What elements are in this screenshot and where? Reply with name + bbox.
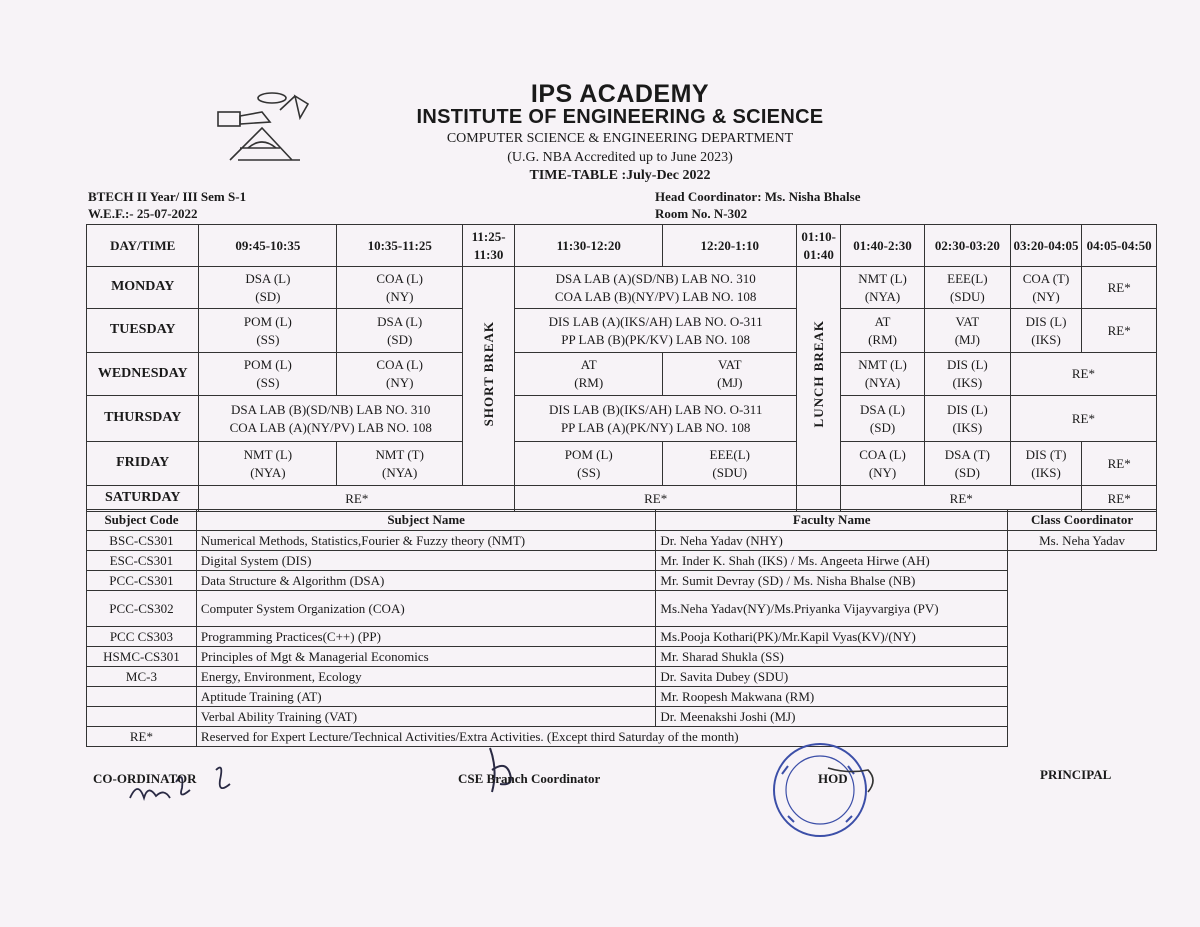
class-cell: POM (L) (SS) <box>199 353 337 396</box>
header-slot: 04:05-04:50 <box>1082 225 1157 267</box>
department-name: COMPUTER SCIENCE & ENGINEERING DEPARTMENT <box>446 131 794 146</box>
class-cell: COA (L) (NY) <box>841 442 925 486</box>
table-row <box>87 353 1157 396</box>
subject-name: Data Structure & Algorithm (DSA) <box>196 571 655 591</box>
subject-code: PCC-CS301 <box>87 571 197 591</box>
class-cell: POM (L) (SS) <box>199 309 337 353</box>
subject-name: Principles of Mgt & Managerial Economics <box>196 647 655 667</box>
header-daytime: DAY/TIME <box>87 225 199 267</box>
lunch-break-cell: LUNCH BREAK <box>797 267 841 486</box>
subject-header-row <box>87 510 1157 531</box>
wef-date: W.E.F.:- 25-07-2022 <box>88 206 198 221</box>
reserved-cell: RE* <box>1010 396 1156 442</box>
table-row <box>87 647 1157 667</box>
class-cell: DSA (L) (SD) <box>337 309 463 353</box>
class-cell: NMT (L) (NYA) <box>199 442 337 486</box>
class-cell: DIS (L) (IKS) <box>1010 309 1082 353</box>
department-seal-icon <box>768 740 890 840</box>
header-slot: 02:30-03:20 <box>924 225 1010 267</box>
lab-cell: DSA LAB (B)(SD/NB) LAB NO. 310 COA LAB (A)(NY/PV) LAB NO. 108 <box>199 396 463 442</box>
faculty-name: Ms.Pooja Kothari(PK)/Mr.Kapil Vyas(KV)/(NY) <box>656 627 1008 647</box>
reserved-cell: RE* <box>1082 267 1157 309</box>
class-cell: AT (RM) <box>515 353 663 396</box>
table-row <box>87 687 1157 707</box>
faculty-name: Mr. Roopesh Makwana (RM) <box>656 687 1008 707</box>
empty-cell <box>1008 551 1157 747</box>
table-row <box>87 531 1157 551</box>
faculty-name: Dr. Meenakshi Joshi (MJ) <box>656 707 1008 727</box>
faculty-name: Mr. Sumit Devray (SD) / Ms. Nisha Bhalse (NB) <box>656 571 1008 591</box>
subject-code: MC-3 <box>87 667 197 687</box>
lab-cell: DSA LAB (A)(SD/NB) LAB NO. 310 COA LAB (B)(NY/PV) LAB NO. 108 <box>515 267 797 309</box>
class-cell: VAT (MJ) <box>663 353 797 396</box>
header-slot: 11:30-12:20 <box>515 225 663 267</box>
subject-code: BSC-CS301 <box>87 531 197 551</box>
faculty-name: Mr. Sharad Shukla (SS) <box>656 647 1008 667</box>
class-coordinator-name: Ms. Neha Yadav <box>1008 531 1157 551</box>
subject-code <box>87 687 197 707</box>
day-label: FRIDAY <box>87 442 199 486</box>
day-label: TUESDAY <box>87 309 199 353</box>
day-label: MONDAY <box>87 267 199 309</box>
table-row <box>87 571 1157 591</box>
subject-name: Digital System (DIS) <box>196 551 655 571</box>
head-coordinator: Head Coordinator: Ms. Nisha Bhalse <box>655 189 861 204</box>
reserved-cell: RE* <box>1010 353 1156 396</box>
branch-coordinator-signature-icon <box>470 740 530 800</box>
coordinator-label: CO-ORDINATOR <box>93 771 197 786</box>
timetable-title: TIME-TABLE :July-Dec 2022 <box>529 168 711 183</box>
class-label: BTECH II Year/ III Sem S-1 <box>88 189 247 204</box>
header-subject-name: Subject Name <box>196 510 655 531</box>
table-row <box>87 591 1157 627</box>
faculty-name: Mr. Inder K. Shah (IKS) / Ms. Angeeta Hirwe (AH) <box>656 551 1008 571</box>
class-cell: COA (L) (NY) <box>337 267 463 309</box>
reserved-note: Reserved for Expert Lecture/Technical Activities/Extra Activities. (Except third Saturday of the month) <box>196 727 1007 747</box>
subject-code: RE* <box>87 727 197 747</box>
header-subject-code: Subject Code <box>87 510 197 531</box>
class-cell: EEE(L) (SDU) <box>663 442 797 486</box>
subject-code: HSMC-CS301 <box>87 647 197 667</box>
reserved-cell: RE* <box>1082 486 1157 512</box>
class-cell: COA (L) (NY) <box>337 353 463 396</box>
class-cell: DSA (L) (SD) <box>841 396 925 442</box>
subject-name: Energy, Environment, Ecology <box>196 667 655 687</box>
timetable-grid <box>86 224 1157 512</box>
room-number: Room No. N-302 <box>655 206 748 221</box>
lab-cell: DIS LAB (B)(IKS/AH) LAB NO. O-311 PP LAB (A)(PK/NY) LAB NO. 108 <box>515 396 797 442</box>
short-break-cell: SHORT BREAK <box>463 267 515 486</box>
subject-name: Numerical Methods, Statistics,Fourier & Fuzzy theory (NMT) <box>196 531 655 551</box>
header-break: 11:25-11:30 <box>463 225 515 267</box>
header-slot: 12:20-1:10 <box>663 225 797 267</box>
faculty-name: Dr. Neha Yadav (NHY) <box>656 531 1008 551</box>
accreditation-note: (U.G. NBA Accredited up to June 2023) <box>507 150 733 165</box>
subject-code: PCC CS303 <box>87 627 197 647</box>
day-label: THURSDAY <box>87 396 199 442</box>
header-faculty-name: Faculty Name <box>656 510 1008 531</box>
table-row <box>87 627 1157 647</box>
header-class-coordinator: Class Coordinator <box>1008 510 1157 531</box>
subject-name: Computer System Organization (COA) <box>196 591 655 627</box>
lab-cell: DIS LAB (A)(IKS/AH) LAB NO. O-311 PP LAB (B)(PK/KV) LAB NO. 108 <box>515 309 797 353</box>
class-cell: DSA (T) (SD) <box>924 442 1010 486</box>
subject-name: Programming Practices(C++) (PP) <box>196 627 655 647</box>
reserved-cell: RE* <box>199 486 515 512</box>
class-cell: NMT (L) (NYA) <box>841 353 925 396</box>
class-cell: VAT (MJ) <box>924 309 1010 353</box>
subject-code <box>87 707 197 727</box>
principal-label: PRINCIPAL <box>1040 767 1112 782</box>
table-row <box>87 551 1157 571</box>
class-cell: NMT (T) (NYA) <box>337 442 463 486</box>
empty-cell <box>797 486 841 512</box>
table-row <box>87 309 1157 353</box>
subject-code: ESC-CS301 <box>87 551 197 571</box>
reserved-cell: RE* <box>1082 309 1157 353</box>
header-slot: 10:35-11:25 <box>337 225 463 267</box>
class-cell: EEE(L) (SDU) <box>924 267 1010 309</box>
table-row <box>87 667 1157 687</box>
faculty-name: Ms.Neha Yadav(NY)/Ms.Priyanka Vijayvargiya (PV) <box>656 591 1008 627</box>
header-slot: 09:45-10:35 <box>199 225 337 267</box>
reserved-cell: RE* <box>515 486 797 512</box>
day-label: WEDNESDAY <box>87 353 199 396</box>
page-title: IPS ACADEMY <box>530 80 710 108</box>
header-slot: 01:40-2:30 <box>841 225 925 267</box>
class-cell: NMT (L) (NYA) <box>841 267 925 309</box>
faculty-name: Dr. Savita Dubey (SDU) <box>656 667 1008 687</box>
day-label: SATURDAY <box>87 486 199 512</box>
table-row <box>87 727 1157 747</box>
header-slot: 03:20-04:05 <box>1010 225 1082 267</box>
timetable-header-row <box>87 225 1157 267</box>
class-cell: AT (RM) <box>841 309 925 353</box>
subject-name: Verbal Ability Training (VAT) <box>196 707 655 727</box>
subject-table <box>86 509 1157 747</box>
hod-label: HOD <box>818 771 848 786</box>
class-cell: POM (L) (SS) <box>515 442 663 486</box>
class-cell: DIS (L) (IKS) <box>924 396 1010 442</box>
header-break: 01:10-01:40 <box>797 225 841 267</box>
class-cell: DSA (L) (SD) <box>199 267 337 309</box>
table-row <box>87 267 1157 309</box>
table-row <box>87 396 1157 442</box>
class-cell: DIS (L) (IKS) <box>924 353 1010 396</box>
table-row <box>87 442 1157 486</box>
subject-name: Aptitude Training (AT) <box>196 687 655 707</box>
branch-coordinator-label: CSE Branch Coordinator <box>458 771 601 786</box>
class-cell: DIS (T) (IKS) <box>1010 442 1082 486</box>
subject-code: PCC-CS302 <box>87 591 197 627</box>
reserved-cell: RE* <box>1082 442 1157 486</box>
table-row <box>87 707 1157 727</box>
class-cell: COA (T) (NY) <box>1010 267 1082 309</box>
reserved-cell: RE* <box>841 486 1082 512</box>
institute-name: INSTITUTE OF ENGINEERING & SCIENCE <box>416 106 824 128</box>
table-row <box>87 486 1157 512</box>
